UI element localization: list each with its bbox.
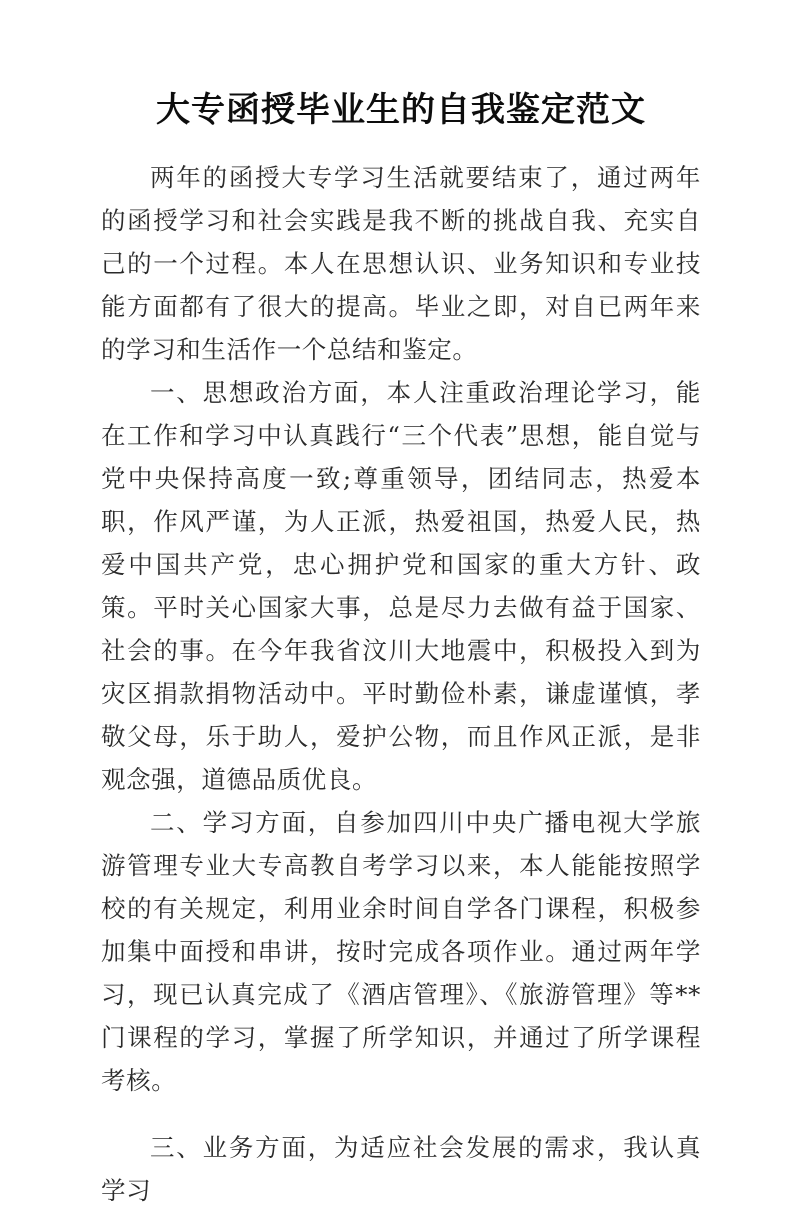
paragraph-section-one-ideology: 一、思想政治方面，本人注重政治理论学习，能在工作和学习中认真践行“三个代表”思想，能自觉与党中央保持高度一致;尊重领导，团结同志，热爱本职，作风严谨，为人正派，热爱祖国，热爱人民，热爱中国共产党，忠心拥护党和国家的重大方针、政策。平时关心国家大事，总是尽力去做有益于国家、社会的事。在今年我省汶川大地震中，积极投入到为灾区捐款捐物活动中。平时勤俭朴素，谦虚谨慎，孝敬父母，乐于助人，爱护公物，而且作风正派，是非观念强，道德品质优良。 [101,378,701,794]
paragraph-section-three-business: 三、业务方面，为适应社会发展的需求，我认真学习 [101,1133,701,1205]
document-content [101,0,701,1205]
paragraph-section-three-clip [101,1126,701,1205]
paragraph-intro: 两年的函授大专学习生活就要结束了，通过两年的函授学习和社会实践是我不断的挑战自我、充实自己的一个过程。本人在思想认识、业务知识和专业技能方面都有了很大的提高。毕业之即，对自已两年来的学习和生活作一个总结和鉴定。 [101,163,701,364]
page-title: 大专函授毕业生的自我鉴定范文 [156,90,646,130]
paragraph-section-two-study: 二、学习方面，自参加四川中央广播电视大学旅游管理专业大专高教自考学习以来，本人能能按照学校的有关规定，利用业余时间自学各门课程，积极参加集中面授和串讲，按时完成各项作业。通过两年学习，现已认真完成了《酒店管理》、《旅游管理》等**门课程的学习，掌握了所学知识，并通过了所学课程考核。 [101,808,701,1095]
